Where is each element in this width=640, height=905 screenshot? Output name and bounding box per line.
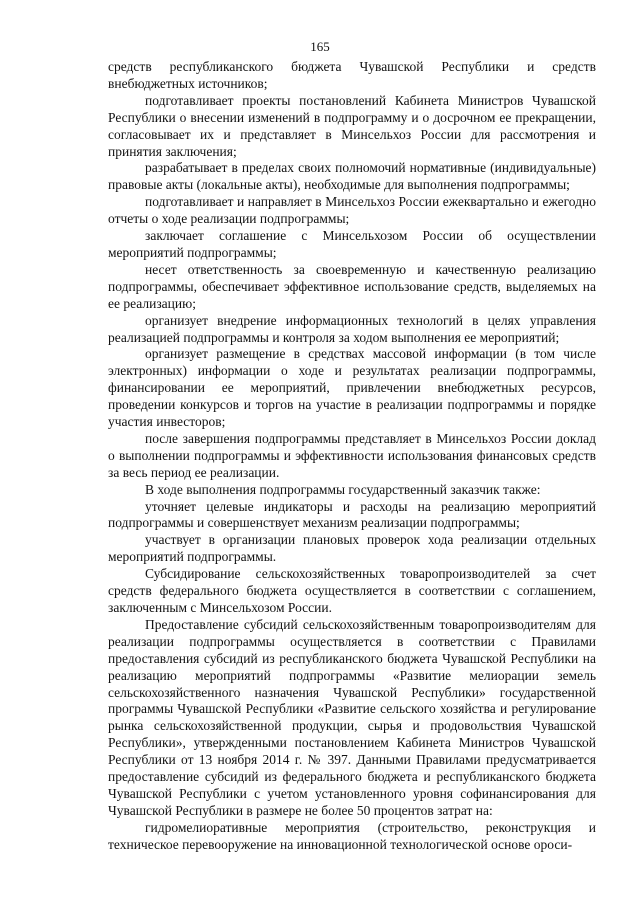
paragraph: организует внедрение информационных технологий в целях управления реализацией подпрограммы и контроля за ходом выполнения ее мероприятий; (108, 312, 596, 345)
paragraph: разрабатывает в пределах своих полномочий нормативные (индивидуальные) правовые акты (локальные акты), необходимые для выполнения подпрограммы; (108, 160, 596, 193)
paragraph: В ходе выполнения подпрограммы государственный заказчик также: (145, 481, 541, 497)
paragraph: гидромелиоративные мероприятия (строительство, реконструкция и техническое перевооружение на инновационной технологической основе ороси- (108, 819, 596, 852)
paragraph: после завершения подпрограммы представляет в Минсельхоз России доклад о выполнении подпрограммы и эффективности использования финансовых средств за весь период ее реализации. (108, 430, 596, 480)
paragraph: Предоставление субсидий сельскохозяйственным товаропроизводителям для реализации подпрограммы осуществляется в соответствии с Правилами предоставления субсидий из республиканского бюджета Чувашской Республики на реализацию мероприятий подпрограммы «Развитие мелиорации земель сельскохозяйственного назначения Чувашской Республики» государственной программы Чувашской Республики «Развитие сельского хозяйства и регулирование рынка сельскохозяйственной продукции, сырья и продовольствия Чувашской Республики», утвержденными постановлением Кабинета Министров Чувашской Республики от 13 ноября 2014 г. № 397. Данными Правилами предусматривается предоставление субсидий из федерального бюджета и республиканского бюджета Чувашской Республики с учетом установленного уровня софинансирования для Чувашской Республики в размере не более 50 процентов затрат на: (108, 616, 596, 818)
page-number: 165 (310, 39, 330, 54)
paragraph: участвует в организации плановых проверок хода реализации отдельных мероприятий подпрограммы. (108, 532, 596, 565)
paragraph: заключает соглашение с Минсельхозом России об осуществлении мероприятий подпрограммы; (108, 228, 596, 260)
paragraph: Субсидирование сельскохозяйственных товаропроизводителей за счет средств федерального бюджета осуществляется в соответствии с соглашением, заключенным с Минсельхозом России. (108, 566, 596, 615)
paragraph: уточняет целевые индикаторы и расходы на реализацию мероприятий подпрограммы и совершенствует механизм реализации подпрограммы; (108, 498, 596, 531)
paragraph: организует размещение в средствах массовой информации (в том числе электронных) информации о ходе и результатах реализации подпрограммы, финансировании ее мероприятий, привлечении внебюджетных ресурсов, проведении конкурсов и торгов на участие в реализации подпрограммы и порядке участия инвесторов; (108, 346, 596, 430)
paragraph: средств республиканского бюджета Чувашской Республики и средств внебюджетных источников; (108, 59, 596, 91)
paragraph: несет ответственность за своевременную и качественную реализацию подпрограммы, обеспечивает эффективное использование средств, выделяемых на ее реализацию; (108, 261, 596, 311)
document-body (108, 59, 596, 854)
paragraph: подготавливает проекты постановлений Кабинета Министров Чувашской Республики о внесении изменений в подпрограмму и о досрочном ее прекращении, согласовывает их и представляет в Минсельхоз России для рассмотрения и принятия заключения; (108, 92, 596, 159)
paragraph: подготавливает и направляет в Минсельхоз России ежеквартально и ежегодно отчеты о ходе реализации подпрограммы; (108, 194, 596, 227)
